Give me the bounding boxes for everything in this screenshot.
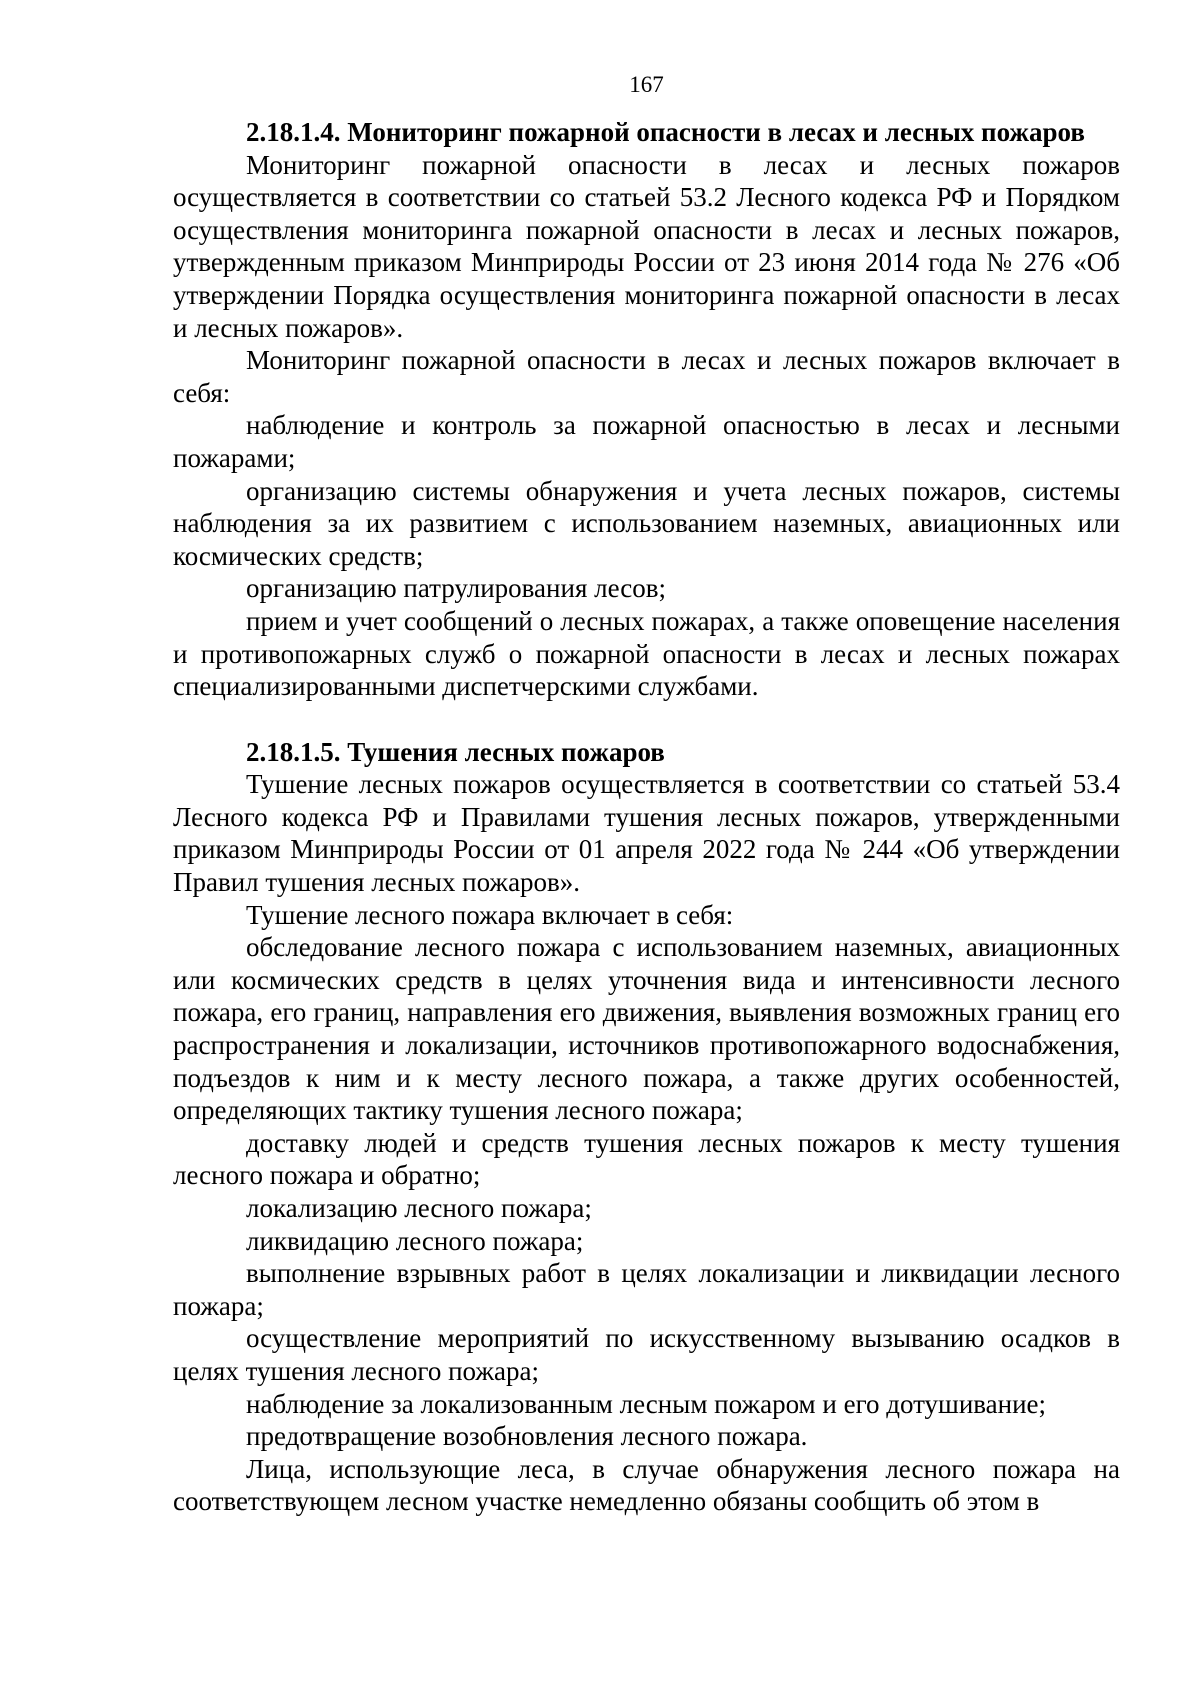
- section-heading-extinguishing: 2.18.1.5. Тушения лесных пожаров: [246, 736, 665, 767]
- list-item: доставку людей и средств тушения лесных пожаров к месту тушения лесного пожара и обратно;: [173, 1127, 1120, 1191]
- page-content: [173, 116, 1120, 1518]
- list-item: предотвращение возобновления лесного пожара.: [246, 1421, 808, 1452]
- section-heading-monitoring: 2.18.1.4. Мониторинг пожарной опасности в лесах и лесных пожаров: [246, 117, 1085, 147]
- list-item: наблюдение и контроль за пожарной опасностью в лесах и лесными пожарами;: [173, 410, 1120, 473]
- section-monitoring: [173, 116, 1120, 703]
- list-item: наблюдение за локализованным лесным пожаром и его дотушивание;: [246, 1388, 1047, 1419]
- list-item: осуществление мероприятий по искусственному вызыванию осадков в целях тушения лесного пожара;: [173, 1323, 1120, 1386]
- paragraph: Мониторинг пожарной опасности в лесах и лесных пожаров включает в себя:: [173, 345, 1120, 408]
- list-item: обследование лесного пожара с использованием наземных, авиационных или космических средств в целях уточнения вида и интенсивности лесного пожара, его границ, направления его движения, выявления возможных границ его распространения и локализации, источников противопожарного водоснабжения, подъездов к ним и к месту лесного пожара, а также других особенностей, определяющих тактику тушения лесного пожара;: [173, 932, 1120, 1126]
- list-item: прием и учет сообщений о лесных пожарах, а также оповещение населения и противопожарных служб о пожарной опасности в лесах и лесных пожарах специализированными диспетчерскими службами.: [173, 605, 1120, 702]
- page-number: 167: [629, 72, 664, 97]
- section-extinguishing: [173, 736, 1120, 1518]
- list-item: ликвидацию лесного пожара;: [246, 1225, 584, 1256]
- paragraph: Лица, использующие леса, в случае обнаружения лесного пожара на соответствующем лесном участке немедленно обязаны сообщить об этом в: [173, 1453, 1120, 1517]
- paragraph: Тушение лесного пожара включает в себя:: [246, 899, 734, 930]
- list-item: организацию системы обнаружения и учета лесных пожаров, системы наблюдения за их развитием с использованием наземных, авиационных или космических средств;: [173, 475, 1120, 571]
- list-item: организацию патрулирования лесов;: [246, 573, 666, 604]
- paragraph: Мониторинг пожарной опасности в лесах и лесных пожаров осуществляется в соответствии со статьей 53.2 Лесного кодекса РФ и Порядком осуществления мониторинга пожарной опасности в лесах и лесных пожаров, утвержденным приказом Минприроды России от 23 июня 2014 года № 276 «Об утверждении Порядка осуществления мониторинга пожарной опасности в лесах и лесных пожаров».: [173, 149, 1120, 343]
- list-item: локализацию лесного пожара;: [246, 1193, 592, 1223]
- list-item: выполнение взрывных работ в целях локализации и ликвидации лесного пожара;: [173, 1258, 1120, 1321]
- paragraph: Тушение лесных пожаров осуществляется в соответствии со статьей 53.4 Лесного кодекса РФ и Правилами тушения лесных пожаров, утвержденными приказом Минприроды России от 01 апреля 2022 года № 244 «Об утверждении Правил тушения лесных пожаров».: [173, 769, 1120, 898]
